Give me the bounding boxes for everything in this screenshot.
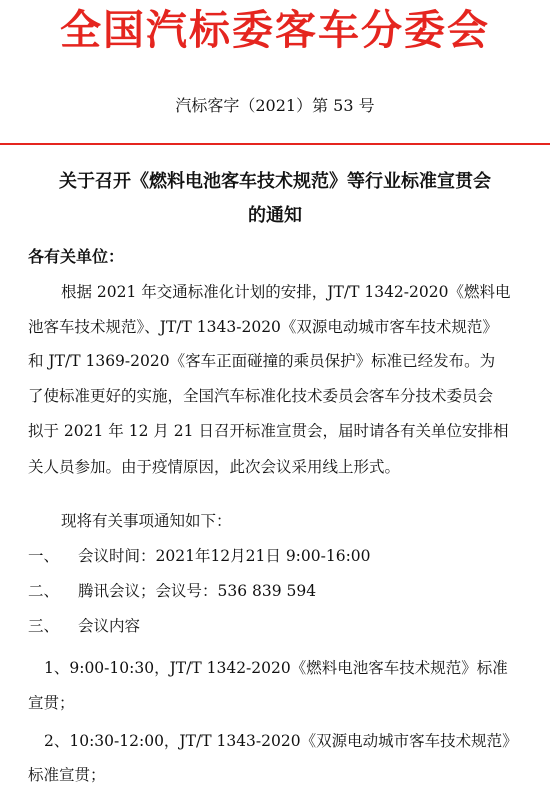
red-divider-rule [0,143,550,145]
list-item-text: 会议时间：2021年12月21日 9:00-16:00 [78,547,371,565]
list-item-meeting-time [28,545,371,567]
agenda-item-1-line-1: 1、9:00-10:30，JT/T 1342-2020《燃料电池客车技术规范》标准 [44,659,508,677]
body-line: 拟于 2021 年 12 月 21 日召开标准宣贯会，届时请各有关单位安排相 [28,422,509,440]
list-item-number: 三、 [28,617,60,635]
organization-title: 全国汽标委客车分委会 [60,6,490,54]
list-item-text: 腾讯会议；会议号：536 839 594 [78,582,317,600]
intro-line: 现将有关事项通知如下： [61,512,232,530]
list-item-number: 一、 [28,547,60,565]
list-item-meeting-content [28,615,140,637]
body-line: 关人员参加。由于疫情原因，此次会议采用线上形式。 [28,458,401,476]
agenda-item-2-line-1: 2、10:30-12:00，JT/T 1343-2020《双源电动城市客车技术规范》 [44,732,518,750]
document-number: 汽标客字（2021）第 53 号 [175,96,375,115]
notice-title-line-2: 的通知 [248,205,302,226]
list-item-text: 会议内容 [78,617,141,635]
body-line: 池客车技术规范》、JT/T 1343-2020《双源电动城市客车技术规范》 [28,318,498,336]
body-line: 了使标准更好的实施，全国汽车标准化技术委员会客车分技术委员会 [28,387,494,405]
notice-title-line-1: 关于召开《燃料电池客车技术规范》等行业标准宣贯会 [59,171,491,192]
list-item-number: 二、 [28,582,60,600]
body-line: 根据 2021 年交通标准化计划的安排，JT/T 1342-2020《燃料电 [61,283,511,301]
agenda-item-2-line-2: 标准宣贯； [28,766,106,784]
body-line: 和 JT/T 1369-2020《客车正面碰撞的乘员保护》标准已经发布。为 [28,352,496,370]
agenda-item-1-line-2: 宣贯； [28,694,75,712]
salutation: 各有关单位： [28,247,125,266]
list-item-meeting-id [28,580,316,602]
